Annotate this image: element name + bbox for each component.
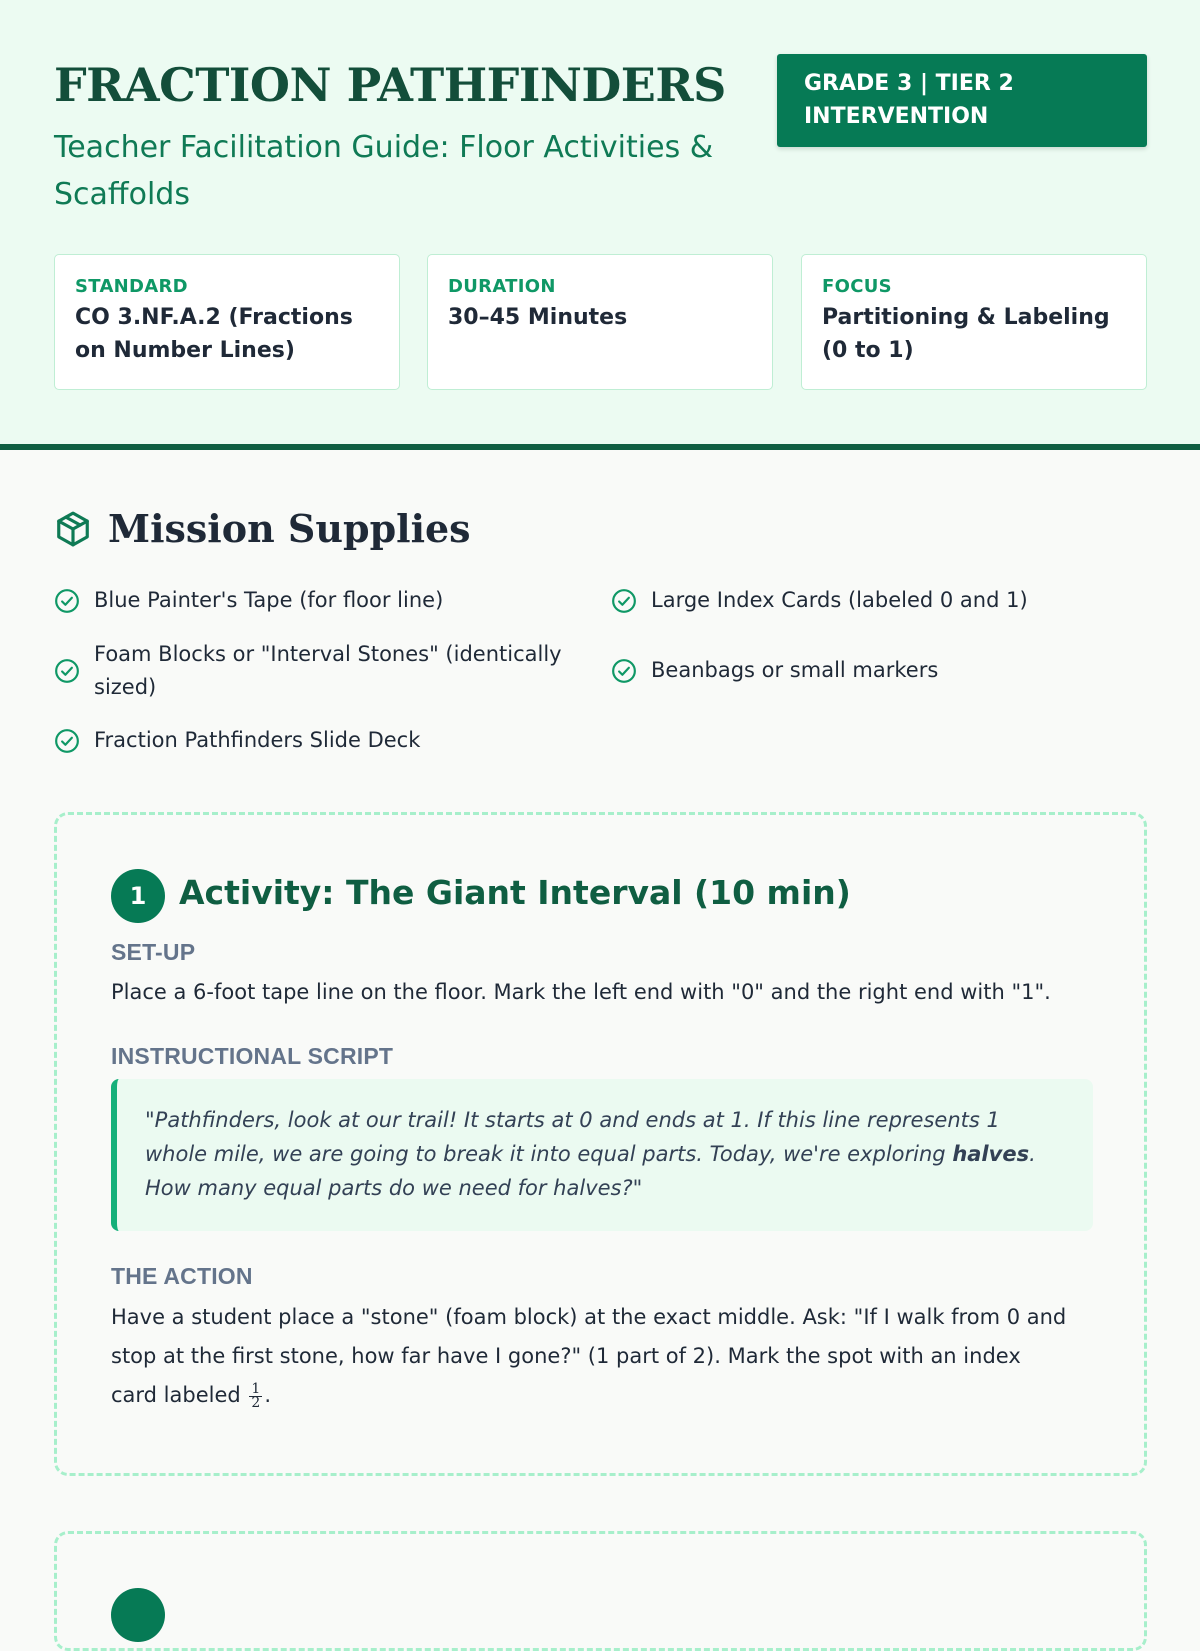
grade-badge <box>777 54 1147 147</box>
supply-item <box>611 654 938 687</box>
supply-item-label: Fraction Pathfinders Slide Deck <box>94 728 421 752</box>
supply-item <box>54 584 443 617</box>
script-text: "Pathfinders, look at our trail! It starts at 0 and ends at 1. If this line represents 1 whole mile, we are going to break it into equal parts. Today, we're exploring <box>145 1108 1000 1166</box>
setup-text: Place a 6-foot tape line on the floor. Mark the left end with "0" and the right end with "1". <box>111 980 1051 1004</box>
activity-number: 1 <box>111 869 165 923</box>
supply-item-label: Large Index Cards (labeled 0 and 1) <box>651 588 1028 612</box>
action-label: THE ACTION <box>111 1263 253 1289</box>
fraction-one-half <box>249 1380 262 1411</box>
script-text-end: . How many equal parts do we need for halves?" <box>145 1142 1036 1200</box>
activity-card-2 <box>54 1531 1147 1651</box>
page-subtitle: Teacher Facilitation Guide: Floor Activities & Scaffolds <box>54 130 714 212</box>
check-circle-icon <box>54 728 80 754</box>
meta-value: 30–45 Minutes <box>448 305 628 330</box>
check-circle-icon <box>54 588 80 614</box>
check-circle-icon <box>611 588 637 614</box>
page-header <box>0 0 1200 450</box>
action-text-end: . <box>264 1383 272 1407</box>
meta-card-duration <box>427 254 773 390</box>
fraction-denominator: 2 <box>251 1394 261 1411</box>
activity-number-2 <box>111 1588 165 1642</box>
fraction-numerator: 1 <box>251 1380 261 1397</box>
instructional-script <box>111 1079 1093 1231</box>
script-emphasis: halves <box>952 1142 1030 1166</box>
package-icon <box>54 510 92 548</box>
meta-label: STANDARD <box>75 276 188 297</box>
supplies-heading <box>54 506 471 551</box>
meta-label: FOCUS <box>822 276 892 297</box>
page-title: FRACTION PATHFINDERS <box>54 58 726 112</box>
meta-value: CO 3.NF.A.2 (Fractions on Number Lines) <box>75 305 353 363</box>
script-label: INSTRUCTIONAL SCRIPT <box>111 1043 394 1069</box>
meta-label: DURATION <box>448 276 556 297</box>
meta-value: Partitioning & Labeling (0 to 1) <box>822 305 1110 363</box>
action-text <box>111 1298 1071 1415</box>
supply-item-label: Foam Blocks or "Interval Stones" (identically sized) <box>94 642 562 699</box>
supply-item <box>54 724 420 757</box>
check-circle-icon <box>611 658 637 684</box>
supply-item <box>611 584 1028 617</box>
supplies-title: Mission Supplies <box>108 506 471 551</box>
meta-card-standard <box>54 254 400 390</box>
meta-card-focus <box>801 254 1147 390</box>
badge-line-2: INTERVENTION <box>804 104 989 129</box>
action-text-body: Have a student place a "stone" (foam block) at the exact middle. Ask: "If I walk from 0 and stop at the first stone, how far have I gone?" (1 part of 2). Mark the spot with an index card labeled <box>111 1305 1067 1407</box>
supply-item <box>54 638 594 704</box>
activity-title: Activity: The Giant Interval (10 min) <box>179 873 851 912</box>
badge-line-1: GRADE 3 | TIER 2 <box>804 71 1014 96</box>
supply-item-label: Blue Painter's Tape (for floor line) <box>94 588 444 612</box>
setup-label: SET-UP <box>111 939 196 965</box>
activity-card-1 <box>54 812 1147 1476</box>
supply-item-label: Beanbags or small markers <box>651 658 939 682</box>
check-circle-icon <box>54 658 80 684</box>
